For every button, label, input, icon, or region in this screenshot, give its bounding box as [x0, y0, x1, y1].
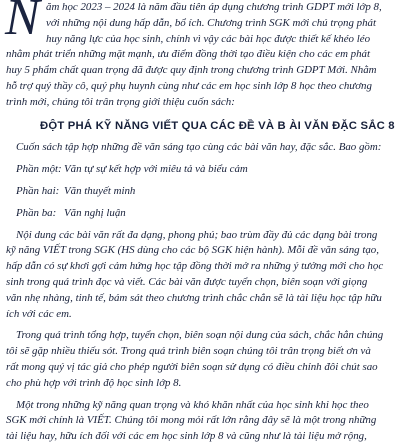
para-line: ích với các em. [6, 307, 72, 320]
paragraph-compilation [6, 328, 392, 391]
para-line: Trong quá trình tổng hợp, tuyển chọn, biên soạn nội dung của sách, chắc hẳn chúng [16, 329, 384, 342]
intro-line: hỗ trợ quý thầy cô, quý phụ huynh cùng như các em học sinh lớp 8 học theo chương [6, 79, 372, 92]
book-title: ĐỘT PHÁ KỸ NĂNG VIẾT QUA CÁC ĐỀ VÀ B ÀI VĂN ĐẶC SẮC 8 [40, 119, 395, 132]
para-line: Nội dung các bài văn rất đa dạng, phong phú; bao trùm đầy đủ các dạng bài trong [16, 228, 378, 241]
drop-cap: N [5, 0, 40, 46]
para-line: Một trong những kỹ năng quan trọng và khó khăn nhất của học sinh khi học theo [16, 398, 369, 411]
part-item [6, 162, 392, 178]
para-line: rất mong quý vị tác giả cho phép người biên soạn sử dụng có điều chỉnh đôi chút sao [6, 360, 378, 373]
paragraph-writing-skill [6, 398, 392, 445]
part-list [6, 162, 392, 221]
para-line: tài liệu hay, hữu ích đối với các em học sinh lớp 8 và cũng như là tài liệu mở rộng, [6, 430, 367, 443]
summary-text: Cuốn sách tập hợp những đề văn sáng tạo cùng các bài văn hay, đặc sắc. Bao gồm: [16, 141, 382, 154]
para-line: SGK mới chính là VIẾT. Chúng tôi mong mỏi rất lớn rằng đây sẽ là một trong những [6, 414, 377, 427]
intro-line: với những nội dung hấp dẫn, bổ ích. Chương trình SGK mới chú trọng phát [46, 16, 377, 29]
part-text: Văn nghị luận [64, 206, 126, 219]
intro-line: trình mới, chúng tôi trân trọng giới thiệu cuốn sách: [6, 95, 235, 108]
intro-line: huy năng lực của học sinh, chính vì vậy các bài học được thiết kế khéo léo [46, 32, 371, 45]
part-label: Phần ba: [16, 206, 57, 219]
part-label: Phần hai: [16, 184, 60, 197]
intro-line: huy 5 phẩm chất quan trọng đã được quy định trong chương trình GDPT Mới. Nhằm [6, 64, 377, 77]
intro-line: ăm học 2023 – 2024 là năm đầu tiên áp dụng chương trình GDPT mới lớp 8, [46, 1, 382, 13]
para-line: kỹ năng VIẾT trong SGK (HS dùng cho các bộ SGK hiện hành). Mỗi đề văn sáng tạo, [6, 244, 379, 257]
part-label: Phần một: [16, 163, 62, 176]
part-text: Văn thuyết minh [64, 184, 136, 197]
para-line: cho phù hợp với trình độ học sinh lớp 8. [6, 376, 182, 389]
para-line: văn nhẹ nhàng, tinh tế, bám sát theo chương trình chắc chắn sẽ là tài liệu học tập hữu [6, 291, 382, 304]
intro-line: nhằm phát triển những mặt mạnh, ưu điểm đồng thời tạo điều kiện cho các em phát [6, 48, 371, 61]
para-line: hấp dẫn có sự khơi gợi cảm hứng học tập đồng thời mở ra những ý tưởng mới cho học [6, 260, 384, 273]
para-line: tôi sẽ gặp nhiều thiếu sót. Trong quá trình biên soạn chúng tôi trân trọng biết ơn và [6, 345, 371, 358]
part-item [6, 184, 392, 200]
intro-paragraph [6, 0, 392, 111]
paragraph-content [6, 228, 392, 323]
part-text: Văn tự sự kết hợp với miêu tả và biểu cảm [64, 163, 248, 176]
part-item [6, 206, 392, 222]
para-line: sinh trong quá trình đọc và viết. Các bài văn được tuyển chọn, biên soạn với giọng [6, 275, 368, 288]
